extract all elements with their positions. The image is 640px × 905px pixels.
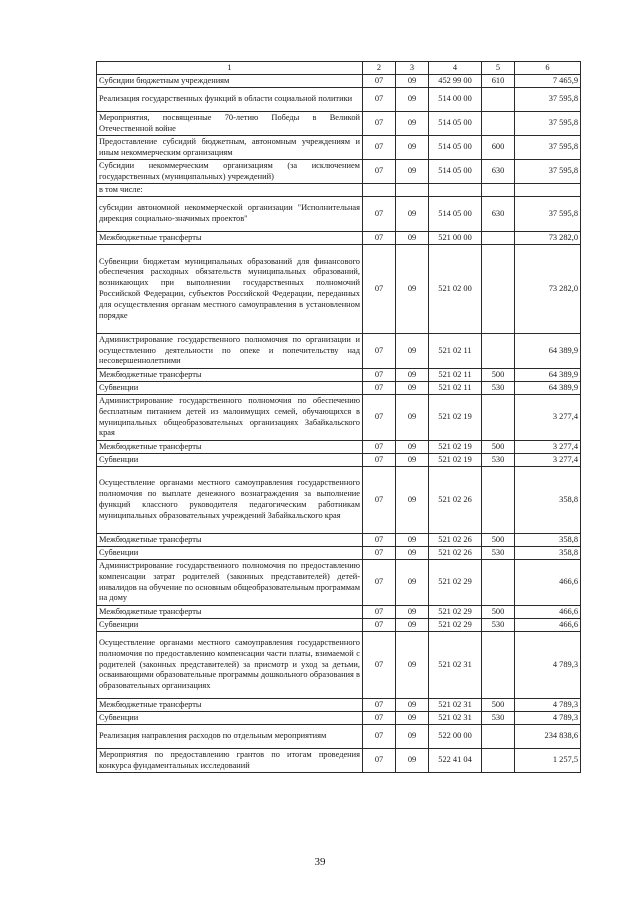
row-section-cell: 07 (363, 632, 396, 699)
table-row (97, 136, 581, 160)
table-row (97, 160, 581, 184)
row-subsection-cell: 09 (396, 197, 429, 232)
row-section-cell: 07 (363, 547, 396, 560)
table-row (97, 606, 581, 619)
table-header-row (97, 62, 581, 75)
row-expense-type-cell (482, 560, 515, 606)
row-expense-type-cell (482, 632, 515, 699)
row-amount-cell: 358,8 (515, 547, 581, 560)
row-amount-cell: 37 595,8 (515, 160, 581, 184)
row-section-cell: 07 (363, 382, 396, 395)
row-expense-type-cell: 530 (482, 619, 515, 632)
row-subsection-cell: 09 (396, 560, 429, 606)
row-name-cell: Администрирование государственного полномочия по организации и осуществлению деятельности по опеке и попечительству над несовершеннолетними (97, 334, 363, 369)
row-name-cell: Субвенции (97, 619, 363, 632)
row-target-code-cell: 521 02 11 (429, 369, 482, 382)
row-name-cell: Мероприятия, посвященные 70-летию Победы в Великой Отечественной войне (97, 112, 363, 136)
row-target-code-cell: 521 02 29 (429, 560, 482, 606)
row-target-code-cell: 521 02 00 (429, 245, 482, 334)
row-expense-type-cell: 500 (482, 369, 515, 382)
row-target-code-cell: 521 02 31 (429, 632, 482, 699)
row-amount-cell: 358,8 (515, 534, 581, 547)
table-row (97, 441, 581, 454)
row-section-cell: 07 (363, 467, 396, 534)
table-row (97, 699, 581, 712)
row-subsection-cell: 09 (396, 334, 429, 369)
row-section-cell: 07 (363, 88, 396, 112)
row-amount-cell: 234 838,6 (515, 725, 581, 749)
row-name-cell: Реализация государственных функций в области социальной политики (97, 88, 363, 112)
row-expense-type-cell (482, 245, 515, 334)
row-section-cell: 07 (363, 395, 396, 441)
row-expense-type-cell (482, 88, 515, 112)
row-subsection-cell: 09 (396, 160, 429, 184)
row-subsection-cell: 09 (396, 369, 429, 382)
row-target-code-cell: 521 02 19 (429, 395, 482, 441)
table-row (97, 75, 581, 88)
row-target-code-cell: 514 05 00 (429, 160, 482, 184)
row-name-cell: Субсидии бюджетным учреждениям (97, 75, 363, 88)
row-expense-type-cell: 500 (482, 441, 515, 454)
header-cell: 3 (396, 62, 429, 75)
row-section-cell: 07 (363, 699, 396, 712)
table-row (97, 112, 581, 136)
row-subsection-cell: 09 (396, 382, 429, 395)
row-amount-cell: 358,8 (515, 467, 581, 534)
row-expense-type-cell: 500 (482, 534, 515, 547)
row-target-code-cell: 521 02 29 (429, 606, 482, 619)
row-amount-cell: 37 595,8 (515, 88, 581, 112)
row-expense-type-cell (482, 232, 515, 245)
row-amount-cell: 7 465,9 (515, 75, 581, 88)
row-expense-type-cell: 500 (482, 699, 515, 712)
table-row (97, 712, 581, 725)
row-amount-cell: 466,6 (515, 606, 581, 619)
row-subsection-cell: 09 (396, 232, 429, 245)
row-target-code-cell (429, 184, 482, 197)
row-subsection-cell: 09 (396, 112, 429, 136)
row-name-cell: Субвенции (97, 712, 363, 725)
row-subsection-cell: 09 (396, 699, 429, 712)
row-target-code-cell: 521 02 26 (429, 534, 482, 547)
row-expense-type-cell (482, 112, 515, 136)
table-row (97, 467, 581, 534)
row-target-code-cell: 514 00 00 (429, 88, 482, 112)
row-amount-cell: 4 789,3 (515, 632, 581, 699)
table-row (97, 725, 581, 749)
row-target-code-cell: 521 00 00 (429, 232, 482, 245)
row-target-code-cell: 514 05 00 (429, 112, 482, 136)
row-amount-cell: 37 595,8 (515, 197, 581, 232)
row-name-cell: Реализация направления расходов по отдельным мероприятиям (97, 725, 363, 749)
row-name-cell: Межбюджетные трансферты (97, 606, 363, 619)
row-subsection-cell: 09 (396, 88, 429, 112)
row-subsection-cell: 09 (396, 632, 429, 699)
row-amount-cell: 73 282,0 (515, 245, 581, 334)
table-row (97, 619, 581, 632)
header-cell: 1 (97, 62, 363, 75)
row-name-cell: Межбюджетные трансферты (97, 232, 363, 245)
row-name-cell: Мероприятия по предоставлению грантов по итогам проведения конкурса фундаментальных исследований (97, 749, 363, 773)
row-subsection-cell: 09 (396, 441, 429, 454)
row-target-code-cell: 521 02 26 (429, 467, 482, 534)
row-subsection-cell: 09 (396, 136, 429, 160)
row-subsection-cell: 09 (396, 606, 429, 619)
row-name-cell: в том числе: (97, 184, 363, 197)
row-target-code-cell: 521 02 29 (429, 619, 482, 632)
row-subsection-cell: 09 (396, 534, 429, 547)
row-amount-cell: 64 389,9 (515, 382, 581, 395)
row-target-code-cell: 522 41 04 (429, 749, 482, 773)
row-name-cell: Администрирование государственного полномочия по предоставлению компенсации затрат родителей (законных представителей) детей-инвалидов на обучение по основным общеобразовательным программам на дому (97, 560, 363, 606)
row-expense-type-cell: 610 (482, 75, 515, 88)
row-expense-type-cell (482, 467, 515, 534)
row-amount-cell: 1 257,5 (515, 749, 581, 773)
row-target-code-cell: 514 05 00 (429, 136, 482, 160)
row-target-code-cell: 521 02 11 (429, 382, 482, 395)
row-expense-type-cell: 530 (482, 712, 515, 725)
budget-table (96, 61, 581, 773)
row-target-code-cell: 521 02 19 (429, 441, 482, 454)
row-amount-cell: 3 277,4 (515, 441, 581, 454)
row-name-cell: Субвенции (97, 382, 363, 395)
row-subsection-cell: 09 (396, 749, 429, 773)
row-amount-cell: 3 277,4 (515, 454, 581, 467)
row-name-cell: Субвенции (97, 454, 363, 467)
row-section-cell: 07 (363, 560, 396, 606)
table-row (97, 547, 581, 560)
page-number: 39 (314, 856, 326, 868)
table-row (97, 632, 581, 699)
table-row (97, 184, 581, 197)
row-expense-type-cell: 500 (482, 606, 515, 619)
row-name-cell: Осуществление органами местного самоуправления государственного полномочия по предоставлению компенсации части платы, взимаемой с родителей (законных представителей) за присмотр и уход за детьми, осваивающими образовательные программы дошкольного образования в образовательных организациях (97, 632, 363, 699)
row-expense-type-cell: 530 (482, 382, 515, 395)
row-expense-type-cell (482, 334, 515, 369)
table-row (97, 560, 581, 606)
table-row (97, 534, 581, 547)
row-name-cell: Субвенции бюджетам муниципальных образований для финансового обеспечения расходных обязательств муниципальных образований, возникающих при выполнении государственных полномочий Российской Федерации, субъектов Российской Федерации, переданных для осуществления органам местного самоуправления в установленном порядке (97, 245, 363, 334)
table-row (97, 197, 581, 232)
row-amount-cell (515, 184, 581, 197)
row-target-code-cell: 522 00 00 (429, 725, 482, 749)
table-body (97, 75, 581, 773)
row-section-cell: 07 (363, 75, 396, 88)
row-subsection-cell: 09 (396, 467, 429, 534)
row-section-cell: 07 (363, 232, 396, 245)
row-name-cell: субсидии автономной некоммерческой организации "Исполнительная дирекция социально-значимых проектов" (97, 197, 363, 232)
row-amount-cell: 64 389,9 (515, 369, 581, 382)
row-name-cell: Администрирование государственного полномочия по обеспечению бесплатным питанием детей из малоимущих семей, обучающихся в муниципальных общеобразовательных организациях Забайкальского края (97, 395, 363, 441)
row-section-cell: 07 (363, 334, 396, 369)
row-name-cell: Субвенции (97, 547, 363, 560)
row-subsection-cell: 09 (396, 725, 429, 749)
row-subsection-cell: 09 (396, 245, 429, 334)
table-row (97, 88, 581, 112)
row-section-cell: 07 (363, 619, 396, 632)
row-subsection-cell (396, 184, 429, 197)
row-expense-type-cell: 600 (482, 136, 515, 160)
row-target-code-cell: 521 02 26 (429, 547, 482, 560)
row-amount-cell: 3 277,4 (515, 395, 581, 441)
row-section-cell: 07 (363, 534, 396, 547)
row-name-cell: Межбюджетные трансферты (97, 534, 363, 547)
row-amount-cell: 73 282,0 (515, 232, 581, 245)
row-section-cell: 07 (363, 245, 396, 334)
row-subsection-cell: 09 (396, 395, 429, 441)
row-section-cell: 07 (363, 441, 396, 454)
row-expense-type-cell: 530 (482, 547, 515, 560)
row-section-cell: 07 (363, 136, 396, 160)
header-cell: 2 (363, 62, 396, 75)
row-section-cell: 07 (363, 112, 396, 136)
row-subsection-cell: 09 (396, 547, 429, 560)
row-subsection-cell: 09 (396, 454, 429, 467)
row-section-cell: 07 (363, 606, 396, 619)
row-amount-cell: 466,6 (515, 560, 581, 606)
row-name-cell: Межбюджетные трансферты (97, 369, 363, 382)
header-cell: 6 (515, 62, 581, 75)
row-expense-type-cell (482, 725, 515, 749)
row-name-cell: Предоставление субсидий бюджетным, автономным учреждениям и иным некоммерческим организациям (97, 136, 363, 160)
row-expense-type-cell (482, 184, 515, 197)
row-target-code-cell: 514 05 00 (429, 197, 482, 232)
row-section-cell: 07 (363, 197, 396, 232)
row-subsection-cell: 09 (396, 75, 429, 88)
row-amount-cell: 37 595,8 (515, 136, 581, 160)
table-row (97, 395, 581, 441)
row-name-cell: Межбюджетные трансферты (97, 699, 363, 712)
row-name-cell: Межбюджетные трансферты (97, 441, 363, 454)
row-expense-type-cell (482, 749, 515, 773)
row-expense-type-cell: 630 (482, 160, 515, 184)
row-target-code-cell: 521 02 19 (429, 454, 482, 467)
row-section-cell: 07 (363, 454, 396, 467)
row-target-code-cell: 521 02 31 (429, 712, 482, 725)
row-name-cell: Субсидии некоммерческим организациям (за исключением государственных (муниципальных) учреждений) (97, 160, 363, 184)
table-row (97, 245, 581, 334)
table-row (97, 369, 581, 382)
row-target-code-cell: 452 99 00 (429, 75, 482, 88)
row-section-cell: 07 (363, 369, 396, 382)
row-subsection-cell: 09 (396, 712, 429, 725)
row-section-cell: 07 (363, 712, 396, 725)
table-row (97, 232, 581, 245)
header-cell: 4 (429, 62, 482, 75)
row-expense-type-cell (482, 395, 515, 441)
row-amount-cell: 4 789,3 (515, 712, 581, 725)
row-section-cell: 07 (363, 725, 396, 749)
header-cell: 5 (482, 62, 515, 75)
row-expense-type-cell: 630 (482, 197, 515, 232)
row-subsection-cell: 09 (396, 619, 429, 632)
row-amount-cell: 37 595,8 (515, 112, 581, 136)
row-section-cell: 07 (363, 749, 396, 773)
row-expense-type-cell: 530 (482, 454, 515, 467)
table-row (97, 454, 581, 467)
row-target-code-cell: 521 02 31 (429, 699, 482, 712)
row-name-cell: Осуществление органами местного самоуправления государственного полномочия по выплате денежного вознаграждения за выполнение функций классного руководителя педагогическим работникам муниципальных образовательных учреждений Забайкальского края (97, 467, 363, 534)
table-row (97, 382, 581, 395)
row-section-cell (363, 184, 396, 197)
row-amount-cell: 466,6 (515, 619, 581, 632)
row-amount-cell: 64 389,9 (515, 334, 581, 369)
row-amount-cell: 4 789,3 (515, 699, 581, 712)
table-row (97, 334, 581, 369)
row-target-code-cell: 521 02 11 (429, 334, 482, 369)
table-row (97, 749, 581, 773)
row-section-cell: 07 (363, 160, 396, 184)
